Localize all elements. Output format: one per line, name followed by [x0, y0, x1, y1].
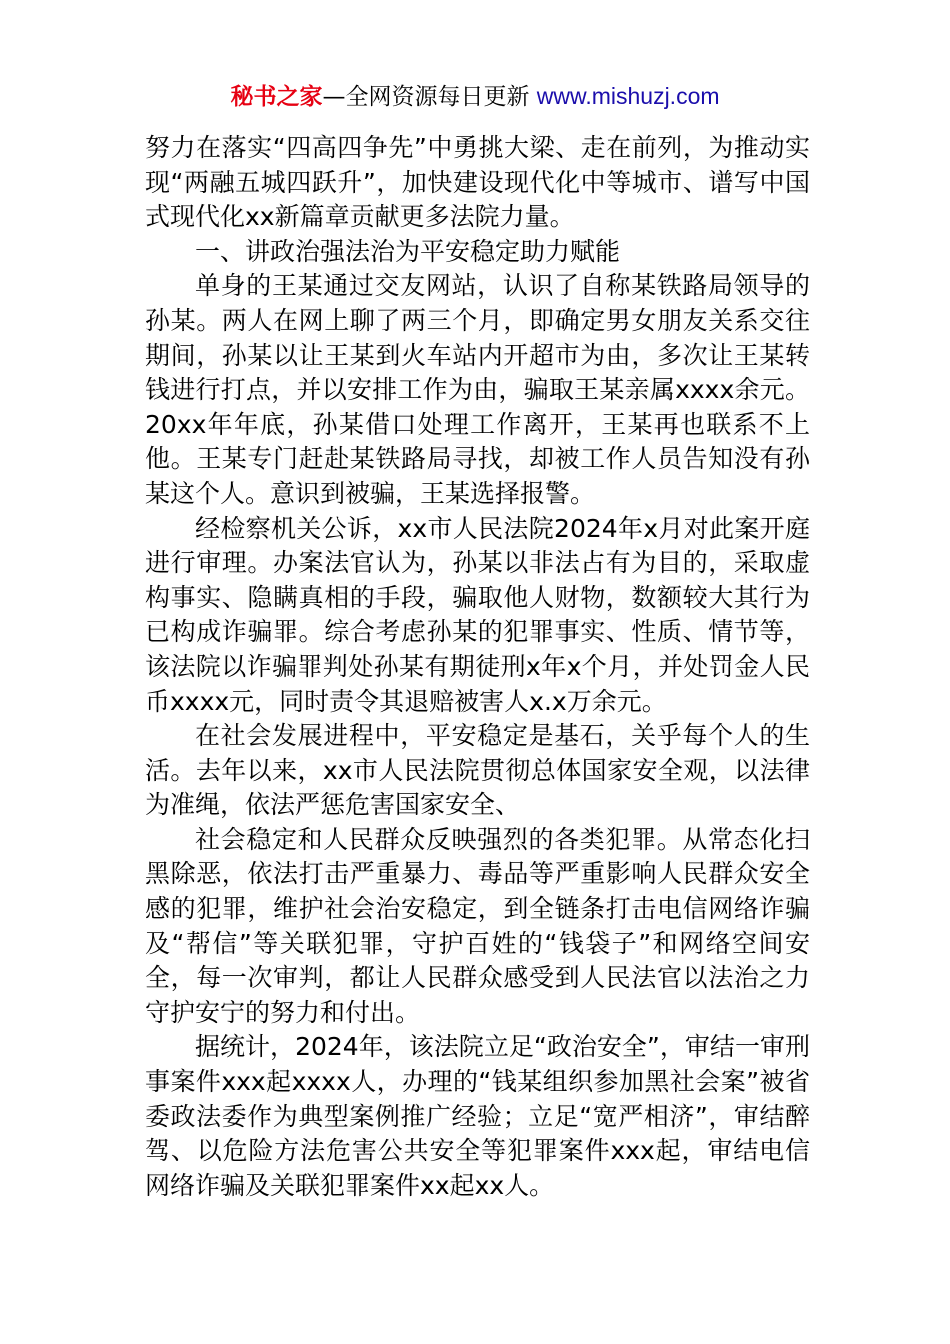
document-body — [145, 131, 810, 1203]
paragraph-stability: 在社会发展进程中，平安稳定是基石，关乎每个人的生活。去年以来，xx市人民法院贯彻总体国家安全观，以法律为准绳，依法严惩危害国家安全、 — [145, 721, 810, 820]
paragraph-case-story: 单身的王某通过交友网站，认识了自称某铁路局领导的孙某。两人在网上聊了两三个月，即确定男女朋友关系交往期间，孙某以让王某到火车站内开超市为由，多次让王某转钱进行打点，并以安排工作为由，骗取王某亲属xxxx余元。20xx年年底，孙某借口处理工作离开，王某再也联系不上他。王某专门赶赴某铁路局寻找，却被工作人员告知没有孙某这个人。意识到被骗，王某选择报警。 — [145, 271, 810, 508]
paragraph-case-trial: 经检察机关公诉，xx市人民法院2024年x月对此案开庭进行审理。办案法官认为，孙某以非法占有为目的，采取虚构事实、隐瞒真相的手段，骗取他人财物，数额较大其行为已构成诈骗罪。综合考虑孙某的犯罪事实、性质、情节等，该法院以诈骗罪判处孙某有期徒刑x年x个月，并处罚金人民币xxxx元，同时责令其退赔被害人x.x万余元。 — [145, 513, 810, 716]
paragraph-statistics: 据统计，2024年，该法院立足“政治安全”，审结一审刑事案件xxx起xxxx人，办理的“钱某组织参加黑社会案”被省委政法委作为典型案例推广经验；立足“宽严相济”，审结醉驾、以危险方法危害公共安全等犯罪案件xxx起，审结电信网络诈骗及关联犯罪案件xx起xx人。 — [145, 1032, 810, 1200]
site-tagline: —全网资源每日更新 — [322, 84, 537, 110]
paragraph-intro: 努力在落实“四高四争先”中勇挑大梁、走在前列，为推动实现“两融五城四跃升”，加快建设现代化中等城市、谱写中国式现代化xx新篇章贡献更多法院力量。 — [145, 133, 810, 232]
site-header — [0, 78, 950, 115]
section-heading: 一、讲政治强法治为平安稳定助力赋能 — [195, 236, 621, 266]
site-brand: 秘书之家 — [230, 84, 323, 110]
paragraph-crime-fighting: 社会稳定和人民群众反映强烈的各类犯罪。从常态化扫黑除恶，依法打击严重暴力、毒品等严重影响人民群众安全感的犯罪，维护社会治安稳定，到全链条打击电信网络诈骗及“帮信”等关联犯罪，守护百姓的“钱袋子”和网络空间安全，每一次审判，都让人民群众感受到人民法官以法治之力守护安宁的努力和付出。 — [145, 824, 810, 1027]
site-url[interactable]: www.mishuzj.com — [536, 83, 720, 109]
